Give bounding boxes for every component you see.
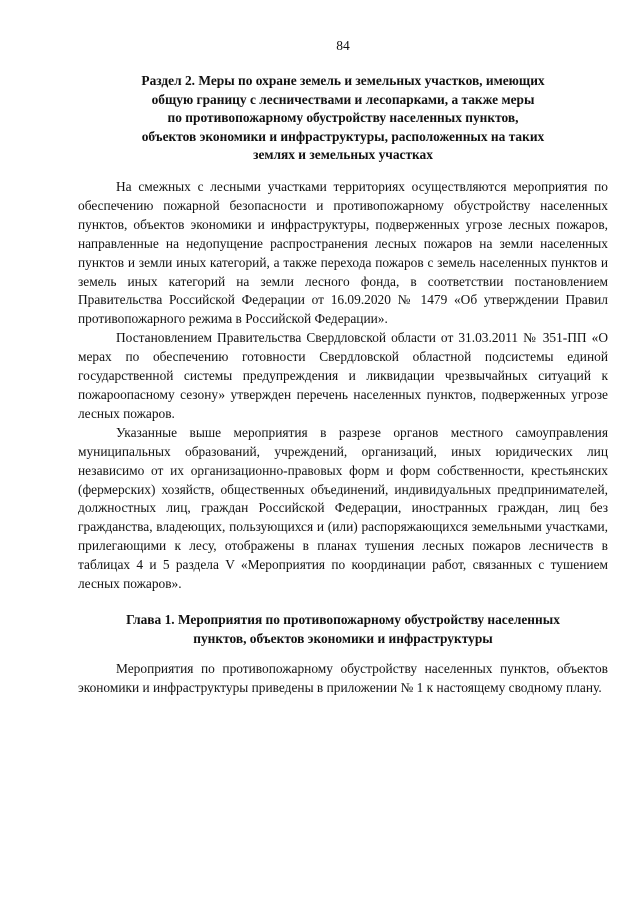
chapter-heading (78, 611, 608, 648)
chapter-heading-line: Глава 1. Мероприятия по противопожарному обустройству населенных (126, 612, 560, 627)
section-heading-line: землях и земельных участках (253, 147, 433, 162)
chapter-heading-line: пунктов, объектов экономики и инфраструктуры (193, 630, 493, 646)
page-number: 84 (336, 38, 350, 53)
body-paragraph: На смежных с лесными участками территориях осуществляются мероприятия по обеспечению пожарной безопасности и противопожарному обустройству населенных пунктов, объектов экономики и инфраструктуры, подверженных угрозе лесных пожаров, направленные на недопущение распространения лесных пожаров на земли населенных пунктов и земли иных категорий, а также перехода пожаров с земель населенных пунктов и земель иных категорий на земли лесного фонда, в соответствии постановлением Правительства Российской Федерации от 16.09.2020 № 1479 «Об утверждении Правил противопожарного режима в Российской Федерации». (78, 179, 608, 327)
body-paragraph: Постановлением Правительства Свердловской области от 31.03.2011 № 351-ПП «О мерах по обеспечению готовности Свердловской областной подсистемы единой государственной системы предупреждения и ликвидации чрезвычайных ситуаций к пожароопасному сезону» утвержден перечень населенных пунктов, подверженных угрозе лесных пожаров. (78, 330, 608, 421)
section-body (78, 178, 608, 594)
section-heading-line: объектов экономики и инфраструктуры, расположенных на таких (141, 128, 545, 144)
chapter-paragraph: Мероприятия по противопожарному обустройству населенных пунктов, объектов экономики и инфраструктуры приведены в приложении № 1 к настоящему сводному плану. (78, 661, 608, 695)
section-heading-line: общую границу с лесничествами и лесопарками, а также меры (151, 91, 535, 107)
section-heading-line: по противопожарному обустройству населенных пунктов, (167, 110, 519, 125)
section-heading (78, 72, 608, 165)
section-heading-line: Раздел 2. Меры по охране земель и земельных участков, имеющих (141, 73, 545, 88)
body-paragraph: Указанные выше мероприятия в разрезе органов местного самоуправления муниципальных образований, учреждений, организаций, иных юридических лиц независимо от их организационно-правовых форм и форм собственности, крестьянских (фермерских) хозяйств, общественных объединений, индивидуальных предпринимателей, должностных лиц, граждан Российской Федерации, иностранных граждан, лиц без гражданства, владеющих, пользующихся и (или) распоряжающихся земельными участками, прилегающими к лесу, отображены в планах тушения лесных пожаров лесничеств в таблицах 4 и 5 раздела V «Мероприятия по координации работ, связанных с тушением лесных пожаров». (78, 424, 608, 592)
chapter-body (78, 660, 608, 698)
